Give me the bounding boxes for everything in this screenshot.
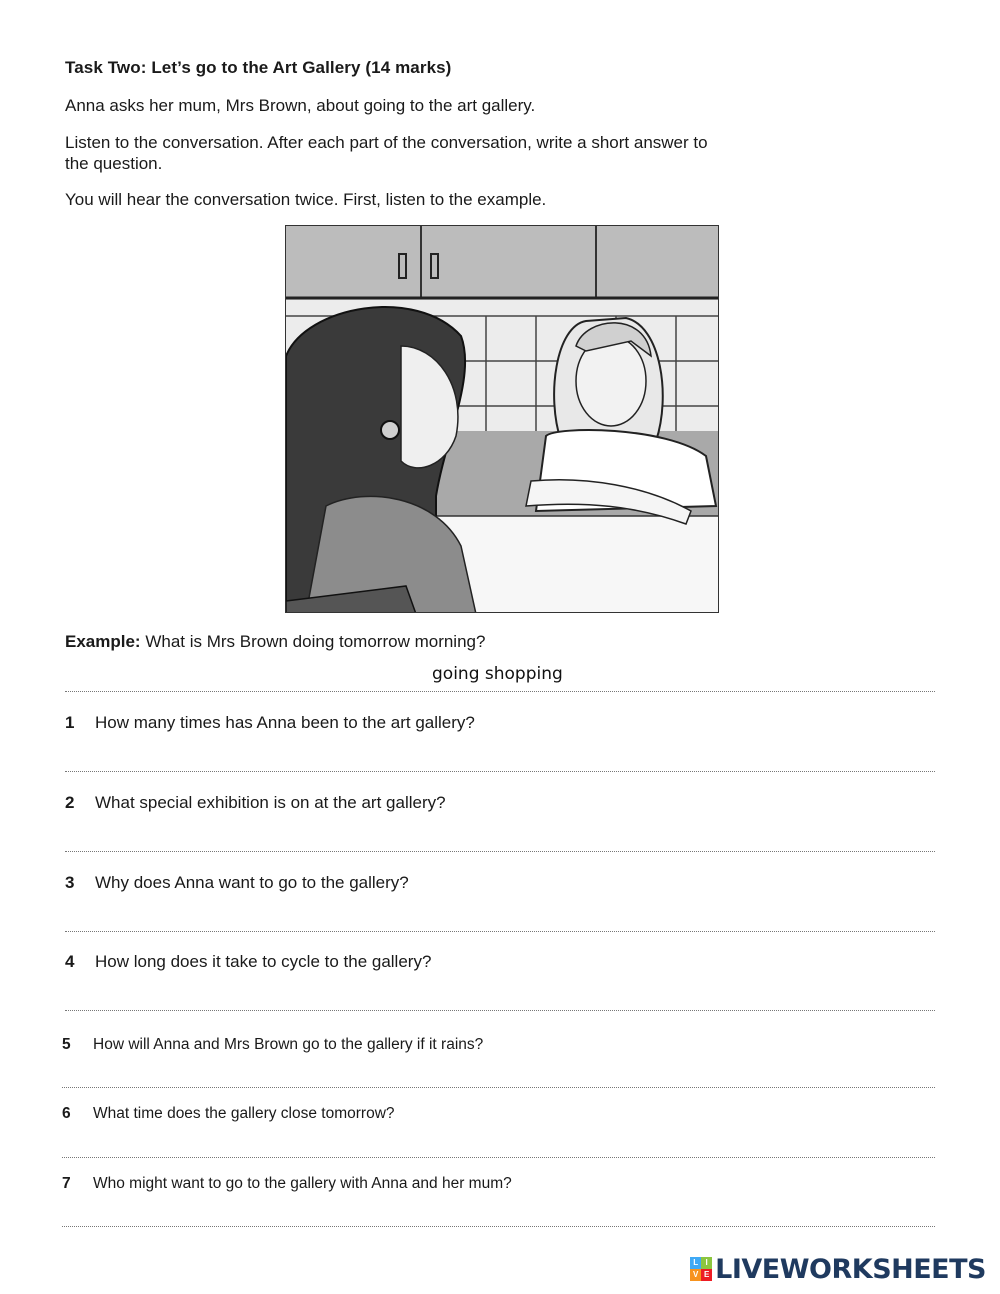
badge-letter: I <box>701 1257 712 1269</box>
badge-letter: V <box>690 1269 701 1281</box>
badge-letter: L <box>690 1257 701 1269</box>
task-title: Task Two: Let’s go to the Art Gallery (14 marks) <box>65 58 452 77</box>
example-question <box>65 632 485 652</box>
answer-line-2[interactable] <box>65 851 935 852</box>
question-4 <box>65 952 431 972</box>
example-question-text: What is Mrs Brown doing tomorrow morning? <box>145 632 486 651</box>
question-number: 7 <box>62 1175 71 1192</box>
question-2 <box>65 793 446 813</box>
question-text: What time does the gallery close tomorrow? <box>93 1105 395 1122</box>
answer-line-6[interactable] <box>62 1157 935 1158</box>
answer-line-7[interactable] <box>62 1226 935 1227</box>
answer-line-5[interactable] <box>62 1087 935 1088</box>
question-7 <box>62 1175 512 1193</box>
brand-name: LIVEWORKSHEETS <box>715 1253 986 1285</box>
question-number: 4 <box>65 952 75 971</box>
badge-letter: E <box>701 1269 712 1281</box>
example-label: Example: <box>65 632 141 651</box>
question-number: 2 <box>65 793 75 812</box>
liveworksheets-logo <box>690 1254 986 1284</box>
answer-line-4[interactable] <box>65 1010 935 1011</box>
question-6 <box>62 1105 395 1123</box>
question-text: What special exhibition is on at the art gallery? <box>95 793 446 812</box>
conversation-illustration <box>285 225 719 613</box>
question-text: Who might want to go to the gallery with Anna and her mum? <box>93 1175 512 1192</box>
task-instruction <box>65 132 825 174</box>
question-text: How will Anna and Mrs Brown go to the gallery if it rains? <box>93 1036 484 1053</box>
question-5 <box>62 1036 483 1054</box>
kitchen-scene-drawing <box>286 226 719 613</box>
question-text: How many times has Anna been to the art gallery? <box>95 713 475 732</box>
question-number: 1 <box>65 713 75 732</box>
example-answer-line <box>65 691 935 692</box>
task-instruction-line1: Listen to the conversation. After each part of the conversation, write a short answer to <box>65 133 708 152</box>
task-instruction-line2: the question. <box>65 154 163 173</box>
question-3 <box>65 873 409 893</box>
example-answer: going shopping <box>432 664 563 684</box>
question-text: Why does Anna want to go to the gallery? <box>95 873 409 892</box>
live-badge-icon <box>690 1257 712 1281</box>
task-instruction-example: You will hear the conversation twice. First, listen to the example. <box>65 190 547 209</box>
question-number: 3 <box>65 873 75 892</box>
question-number: 6 <box>62 1105 71 1122</box>
question-1 <box>65 713 475 733</box>
question-number: 5 <box>62 1036 71 1053</box>
answer-line-3[interactable] <box>65 931 935 932</box>
task-intro: Anna asks her mum, Mrs Brown, about going to the art gallery. <box>65 96 536 115</box>
answer-line-1[interactable] <box>65 771 935 772</box>
question-text: How long does it take to cycle to the gallery? <box>95 952 432 971</box>
